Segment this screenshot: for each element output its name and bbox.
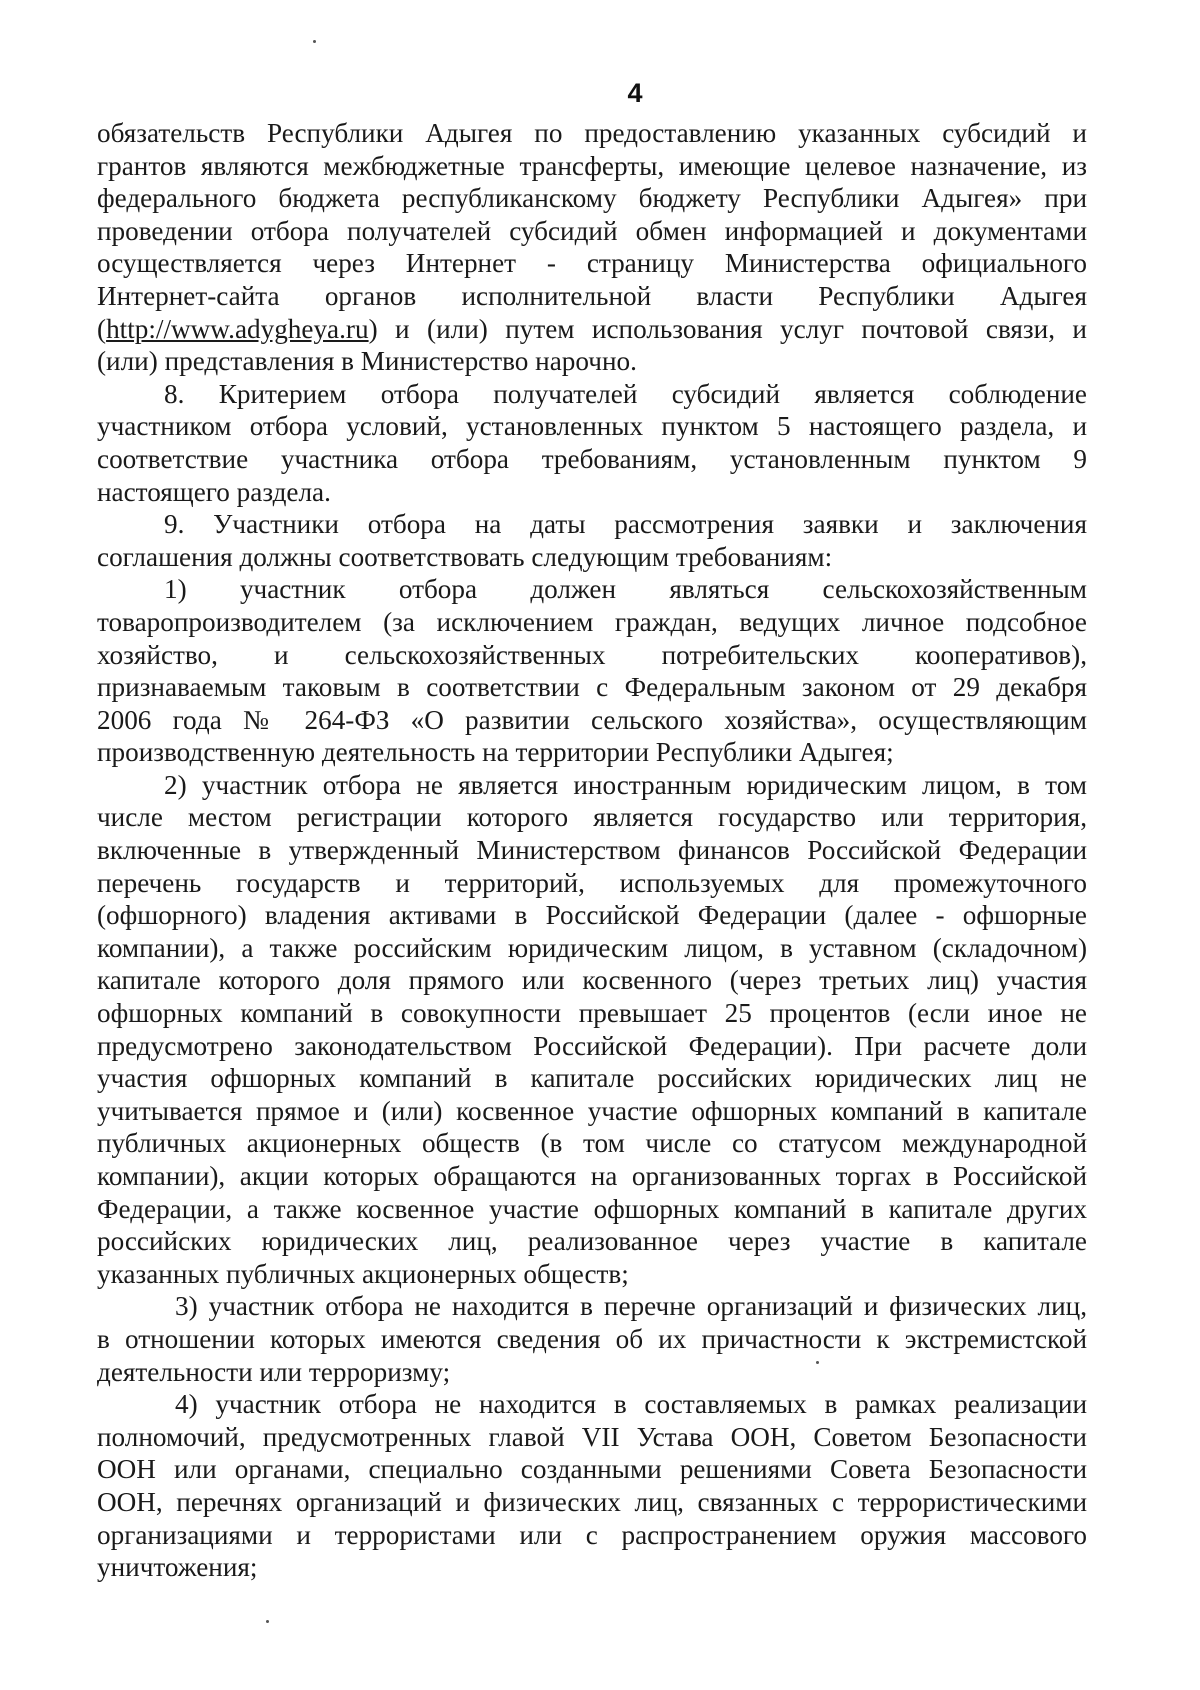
document-line: предусмотрено законодательством Российской Федерации). При расчете доли	[97, 1030, 1087, 1061]
document-line: учитывается прямое и (или) косвенное участие офшорных компаний в капитале	[97, 1095, 1087, 1126]
document-line: хозяйство, и сельскохозяйственных потребительских кооперативов),	[97, 639, 1087, 670]
document-line: уничтожения;	[97, 1552, 258, 1583]
document-line: деятельности или терроризму;	[97, 1356, 451, 1387]
document-line: 8. Критерием отбора получателей субсидий является соблюдение	[164, 378, 1087, 409]
document-line: (офшорного) владения активами в Российской Федерации (далее - офшорные	[97, 900, 1087, 931]
document-line: участия офшорных компаний в капитале российских юридических лиц не	[97, 1063, 1087, 1094]
page-number: 4	[627, 78, 643, 108]
document-line: Интернет-сайта органов исполнительной власти Республики Адыгея	[97, 280, 1087, 311]
document-line: обязательств Республики Адыгея по предоставлению указанных субсидий и	[97, 118, 1087, 148]
document-line: 2006 года № 264-ФЗ «О развитии сельского хозяйства», осуществляющим	[97, 704, 1087, 735]
document-line: осуществляется через Интернет - страницу Министерства официального	[97, 248, 1087, 279]
document-line: российских юридических лиц, реализованное через участие в капитале	[97, 1226, 1087, 1257]
document-line: 2) участник отбора не является иностранным юридическим лицом, в том	[164, 769, 1087, 800]
document-body	[97, 117, 1087, 1584]
document-line: признаваемым таковым в соответствии с Федеральным законом от 29 декабря	[97, 672, 1087, 703]
document-line: настоящего раздела.	[97, 476, 331, 507]
document-line: 9. Участники отбора на даты рассмотрения заявки и заключения	[164, 509, 1087, 540]
document-line: ООН или органами, специально созданными решениями Совета Безопасности	[97, 1454, 1087, 1485]
document-line: соответствие участника отбора требованиям, установленным пунктом 9	[97, 443, 1087, 474]
scan-speck-bottom	[266, 1620, 269, 1623]
document-line: соглашения должны соответствовать следующим требованиям:	[97, 541, 833, 572]
document-line: компании), акции которых обращаются на организованных торгах в Российской	[97, 1161, 1087, 1191]
document-line: указанных публичных акционерных обществ;	[97, 1258, 629, 1289]
document-line: числе местом регистрации которого является государство или территория,	[97, 802, 1087, 833]
document-line: участником отбора условий, установленных пунктом 5 настоящего раздела, и	[97, 411, 1087, 442]
document-line: 4) участник отбора не находится в составляемых в рамках реализации	[175, 1389, 1087, 1420]
document-line: федерального бюджета республиканскому бюджету Республики Адыгея» при	[97, 183, 1087, 214]
document-line: компании), а также российским юридическим лицом, в уставном (складочном)	[97, 932, 1087, 963]
document-line: капитале которого доля прямого или косвенного (через третьих лиц) участия	[97, 965, 1087, 996]
document-line: офшорных компаний в совокупности превышает 25 процентов (если иное не	[97, 998, 1087, 1029]
scan-speck-top	[313, 40, 316, 43]
document-line: (или) представления в Министерство нарочно.	[97, 346, 637, 377]
document-line: Федерации, а также косвенное участие офшорных компаний в капитале других	[97, 1193, 1087, 1224]
document-line: публичных акционерных обществ (в том числе со статусом международной	[97, 1128, 1087, 1159]
document-line: полномочий, предусмотренных главой VII Устава ООН, Советом Безопасности	[97, 1421, 1087, 1452]
document-line: проведении отбора получателей субсидий обмен информацией и документами	[97, 215, 1087, 246]
document-line: производственную деятельность на территории Республики Адыгея;	[97, 737, 894, 768]
document-line: в отношении которых имеются сведения об их причастности к экстремистской	[97, 1323, 1087, 1354]
document-line: включенные в утвержденный Министерством финансов Российской Федерации	[97, 835, 1087, 866]
website-link[interactable]: http://www.adygheya.ru	[106, 313, 369, 344]
document-line: 1) участник отбора должен являться сельскохозяйственным	[164, 574, 1087, 605]
document-line: товаропроизводителем (за исключением граждан, ведущих личное подсобное	[97, 606, 1087, 637]
document-line: организациями и террористами или с распространением оружия массового	[97, 1519, 1087, 1550]
document-line: 3) участник отбора не находится в перечне организаций и физических лиц,	[175, 1291, 1087, 1322]
document-line: ООН, перечнях организаций и физических лиц, связанных с террористическими	[97, 1486, 1087, 1517]
document-line: грантов являются межбюджетные трансферты, имеющие целевое назначение, из	[97, 150, 1087, 181]
document-line: (http://www.adygheya.ru) и (или) путем использования услуг почтовой связи, и	[97, 313, 1087, 344]
document-line: перечень государств и территорий, используемых для промежуточного	[97, 867, 1087, 898]
